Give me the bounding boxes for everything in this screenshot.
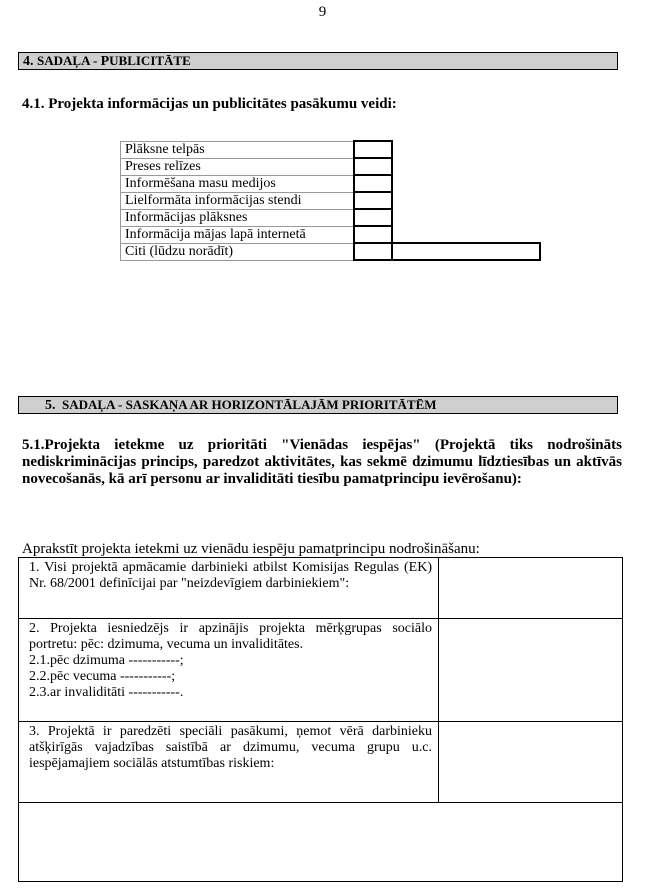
- empty-cell: [392, 226, 540, 243]
- option-label: Citi (lūdzu norādīt): [121, 243, 355, 260]
- option-label: Lielformāta informācijas stendi: [121, 192, 355, 209]
- section-4-prefix: SADAĻA -: [37, 53, 101, 68]
- publicity-options-table: [120, 140, 541, 261]
- criteria-row: [19, 722, 623, 803]
- criteria-answer-cell[interactable]: [439, 722, 623, 803]
- criteria-answer-cell[interactable]: [439, 619, 623, 722]
- criteria-subitem: 2.3.ar invaliditāti -----------.: [29, 685, 184, 700]
- option-checkbox[interactable]: [354, 141, 392, 158]
- criteria-text: 2. Projekta iesniedzējs ir apzinājis projekta mērķgrupas sociālo portretu: pēc: dzimuma, vecuma un invaliditātes.: [29, 621, 432, 652]
- criteria-text: 1. Visi projektā apmācamie darbinieki atbilst Komisijas Regulas (EK) Nr. 68/2001 definīcijai par "neizdevīgiem darbiniekiem":: [19, 558, 439, 619]
- option-checkbox[interactable]: [354, 226, 392, 243]
- criteria-row: [19, 803, 623, 882]
- description-instruction: Aprakstīt projekta ietekmi uz vienādu iespēju pamatprincipu nodrošināšanu:: [22, 541, 480, 557]
- option-row: [121, 243, 541, 260]
- section-4-initial: P: [100, 54, 110, 69]
- empty-cell: [392, 158, 540, 175]
- criteria-cell: [19, 619, 439, 722]
- criteria-row: [19, 558, 623, 619]
- option-row: [121, 141, 541, 158]
- section-5-header: [18, 396, 618, 414]
- option-row: [121, 209, 541, 226]
- criteria-subitem: 2.2.pēc vecuma -----------;: [29, 669, 176, 684]
- option-row: [121, 175, 541, 192]
- subsection-4-1-heading: 4.1. Projekta informācijas un publicitātes pasākumu veidi:: [22, 96, 397, 112]
- option-checkbox[interactable]: [354, 175, 392, 192]
- option-label: Informēšana masu medijos: [121, 175, 355, 192]
- empty-cell: [392, 141, 540, 158]
- option-label: Informācija mājas lapā internetā: [121, 226, 355, 243]
- option-checkbox[interactable]: [354, 192, 392, 209]
- subsection-5-1-paragraph: 5.1.Projekta ietekme uz prioritāti "Vienādas iespējas" (Projektā tiks nodrošināts nediskriminācijas princips, paredzot aktivitātes, kas sekmē dzimumu līdztiesības un aktīvās novecošanās, kā arī personu ar invaliditāti tiesību pamatprincipu ievērošanu):: [22, 437, 622, 487]
- section-5-number: 5.: [45, 398, 56, 413]
- option-checkbox[interactable]: [354, 209, 392, 226]
- criteria-text: 3. Projektā ir paredzēti speciāli pasākumi, ņemot vērā darbinieku atšķirīgās vajadzības saistībā ar dzimumu, vecuma grupu u.c. iespējamajiem sociālās atstumtības riskiem:: [19, 722, 439, 803]
- option-row: [121, 192, 541, 209]
- section-4-number: 4.: [23, 54, 37, 69]
- criteria-description-area[interactable]: [19, 803, 623, 882]
- criteria-row: [19, 619, 623, 722]
- option-checkbox[interactable]: [354, 243, 392, 260]
- option-label: Preses relīzes: [121, 158, 355, 175]
- empty-cell: [392, 175, 540, 192]
- page-number: 9: [318, 4, 327, 20]
- option-checkbox[interactable]: [354, 158, 392, 175]
- option-row: [121, 158, 541, 175]
- empty-cell: [392, 209, 540, 226]
- option-label: Informācijas plāksnes: [121, 209, 355, 226]
- section-5-title: SADAĻA - SASKAŅA AR HORIZONTĀLAJĀM PRIORITĀTĒM: [62, 397, 437, 412]
- empty-cell: [392, 192, 540, 209]
- section-4-title: UBLICITĀTE: [109, 53, 191, 68]
- equal-opportunity-table: [18, 557, 623, 882]
- option-row: [121, 226, 541, 243]
- option-label: Plāksne telpās: [121, 141, 355, 158]
- criteria-subitem: 2.1.pēc dzimuma -----------;: [29, 653, 184, 668]
- section-4-header: [18, 52, 618, 70]
- other-specify-field[interactable]: [392, 243, 540, 260]
- criteria-answer-cell[interactable]: [439, 558, 623, 619]
